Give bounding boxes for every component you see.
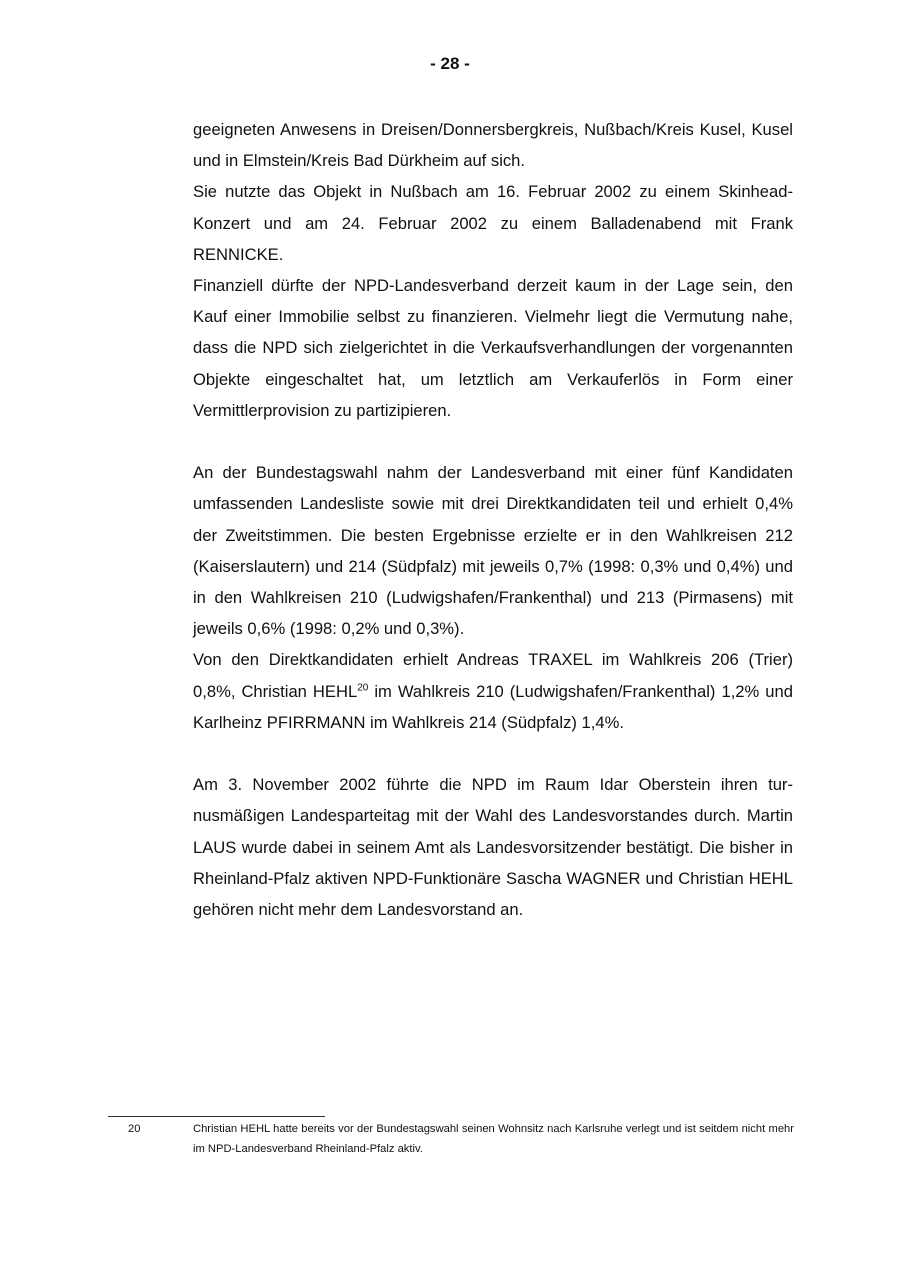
paragraph-bundestagswahl: An der Bundestagswahl nahm der Landesverband mit einer fünf Kandidaten umfassenden Landesliste sowie mit drei Direktkandidaten teil und erhielt 0,4% der Zweitstimmen. Die besten Ergebnisse erzielte er in den Wahlkreisen 212 (Kaiserslautern) und 214 (Südpfalz) mit jeweils 0,7% (1998: 0,3% und 0,4%) und in den Wahlkreisen 210 (Ludwigshafen/Frankenthal) und 213 (Pirmasens) mit jeweils 0,6% (1998: 0,2% und 0,3%). [193,463,793,639]
paragraph-direct-candidates [193,644,793,738]
body-text [193,114,793,925]
paragraph-financing: Finanziell dürfte der NPD-Landesverband derzeit kaum in der Lage sein, den Kauf einer Immobilie selbst zu finanzieren. Vielmehr liegt die Vermutung nahe, dass die NPD sich zielgerichtet in die Verkaufsverhandlungen der vorgenannten Objekte eingeschaltet hat, um letztlich am Verkauferlös in Form einer Vermittlerprovision zu partizipieren. [193,276,793,420]
footnote-number: 20 [128,1123,141,1135]
paragraph-nussbach-events: Sie nutzte das Objekt in Nußbach am 16. Februar 2002 zu einem Skinhead-Konzert und am 24. Februar 2002 zu einem Balladenabend mit Frank RENNICKE. [193,182,793,264]
footnote-text: Christian HEHL hatte bereits vor der Bundestagswahl seinen Wohnsitz nach Karlsruhe verlegt und ist seitdem nicht mehr im NPD-Landesverband Rheinland-Pfalz aktiv. [193,1123,794,1155]
footnote-reference[interactable]: 20 [357,682,369,694]
candidates-text-after: im Wahlkreis 210 (Ludwigshafen/Frankenthal) 1,2% und Karlheinz PFIRRMANN im Wahlkreis 214 (Südpfalz) 1,4%. [193,681,793,732]
page-number: - 28 - [430,54,470,73]
footnote [108,1119,794,1159]
candidates-text-before: Von den Direktkandidaten erhielt Andreas TRAXEL im Wahlkreis 206 (Trier) 0,8%, Christian HEHL [193,650,793,701]
paragraph-property-purchase: geeigneten Anwesens in Dreisen/Donnersbergkreis, Nußbach/Kreis Kusel, Kusel und in Elmstein/Kreis Bad Dürkheim auf sich. [193,120,793,171]
paragraph-landesparteitag: Am 3. November 2002 führte die NPD im Raum Idar Oberstein ihren turnusmäßigen Landesparteitag mit der Wahl des Landesvorstandes durch. Martin LAUS wurde dabei in seinem Amt als Landesvorsitzender bestätigt. Die bisher in Rheinland-Pfalz aktiven NPD-Funktionäre Sascha WAGNER und Christian HEHL gehören nicht mehr dem Landesvorstand an. [193,775,793,920]
footnote-divider [108,1116,325,1117]
